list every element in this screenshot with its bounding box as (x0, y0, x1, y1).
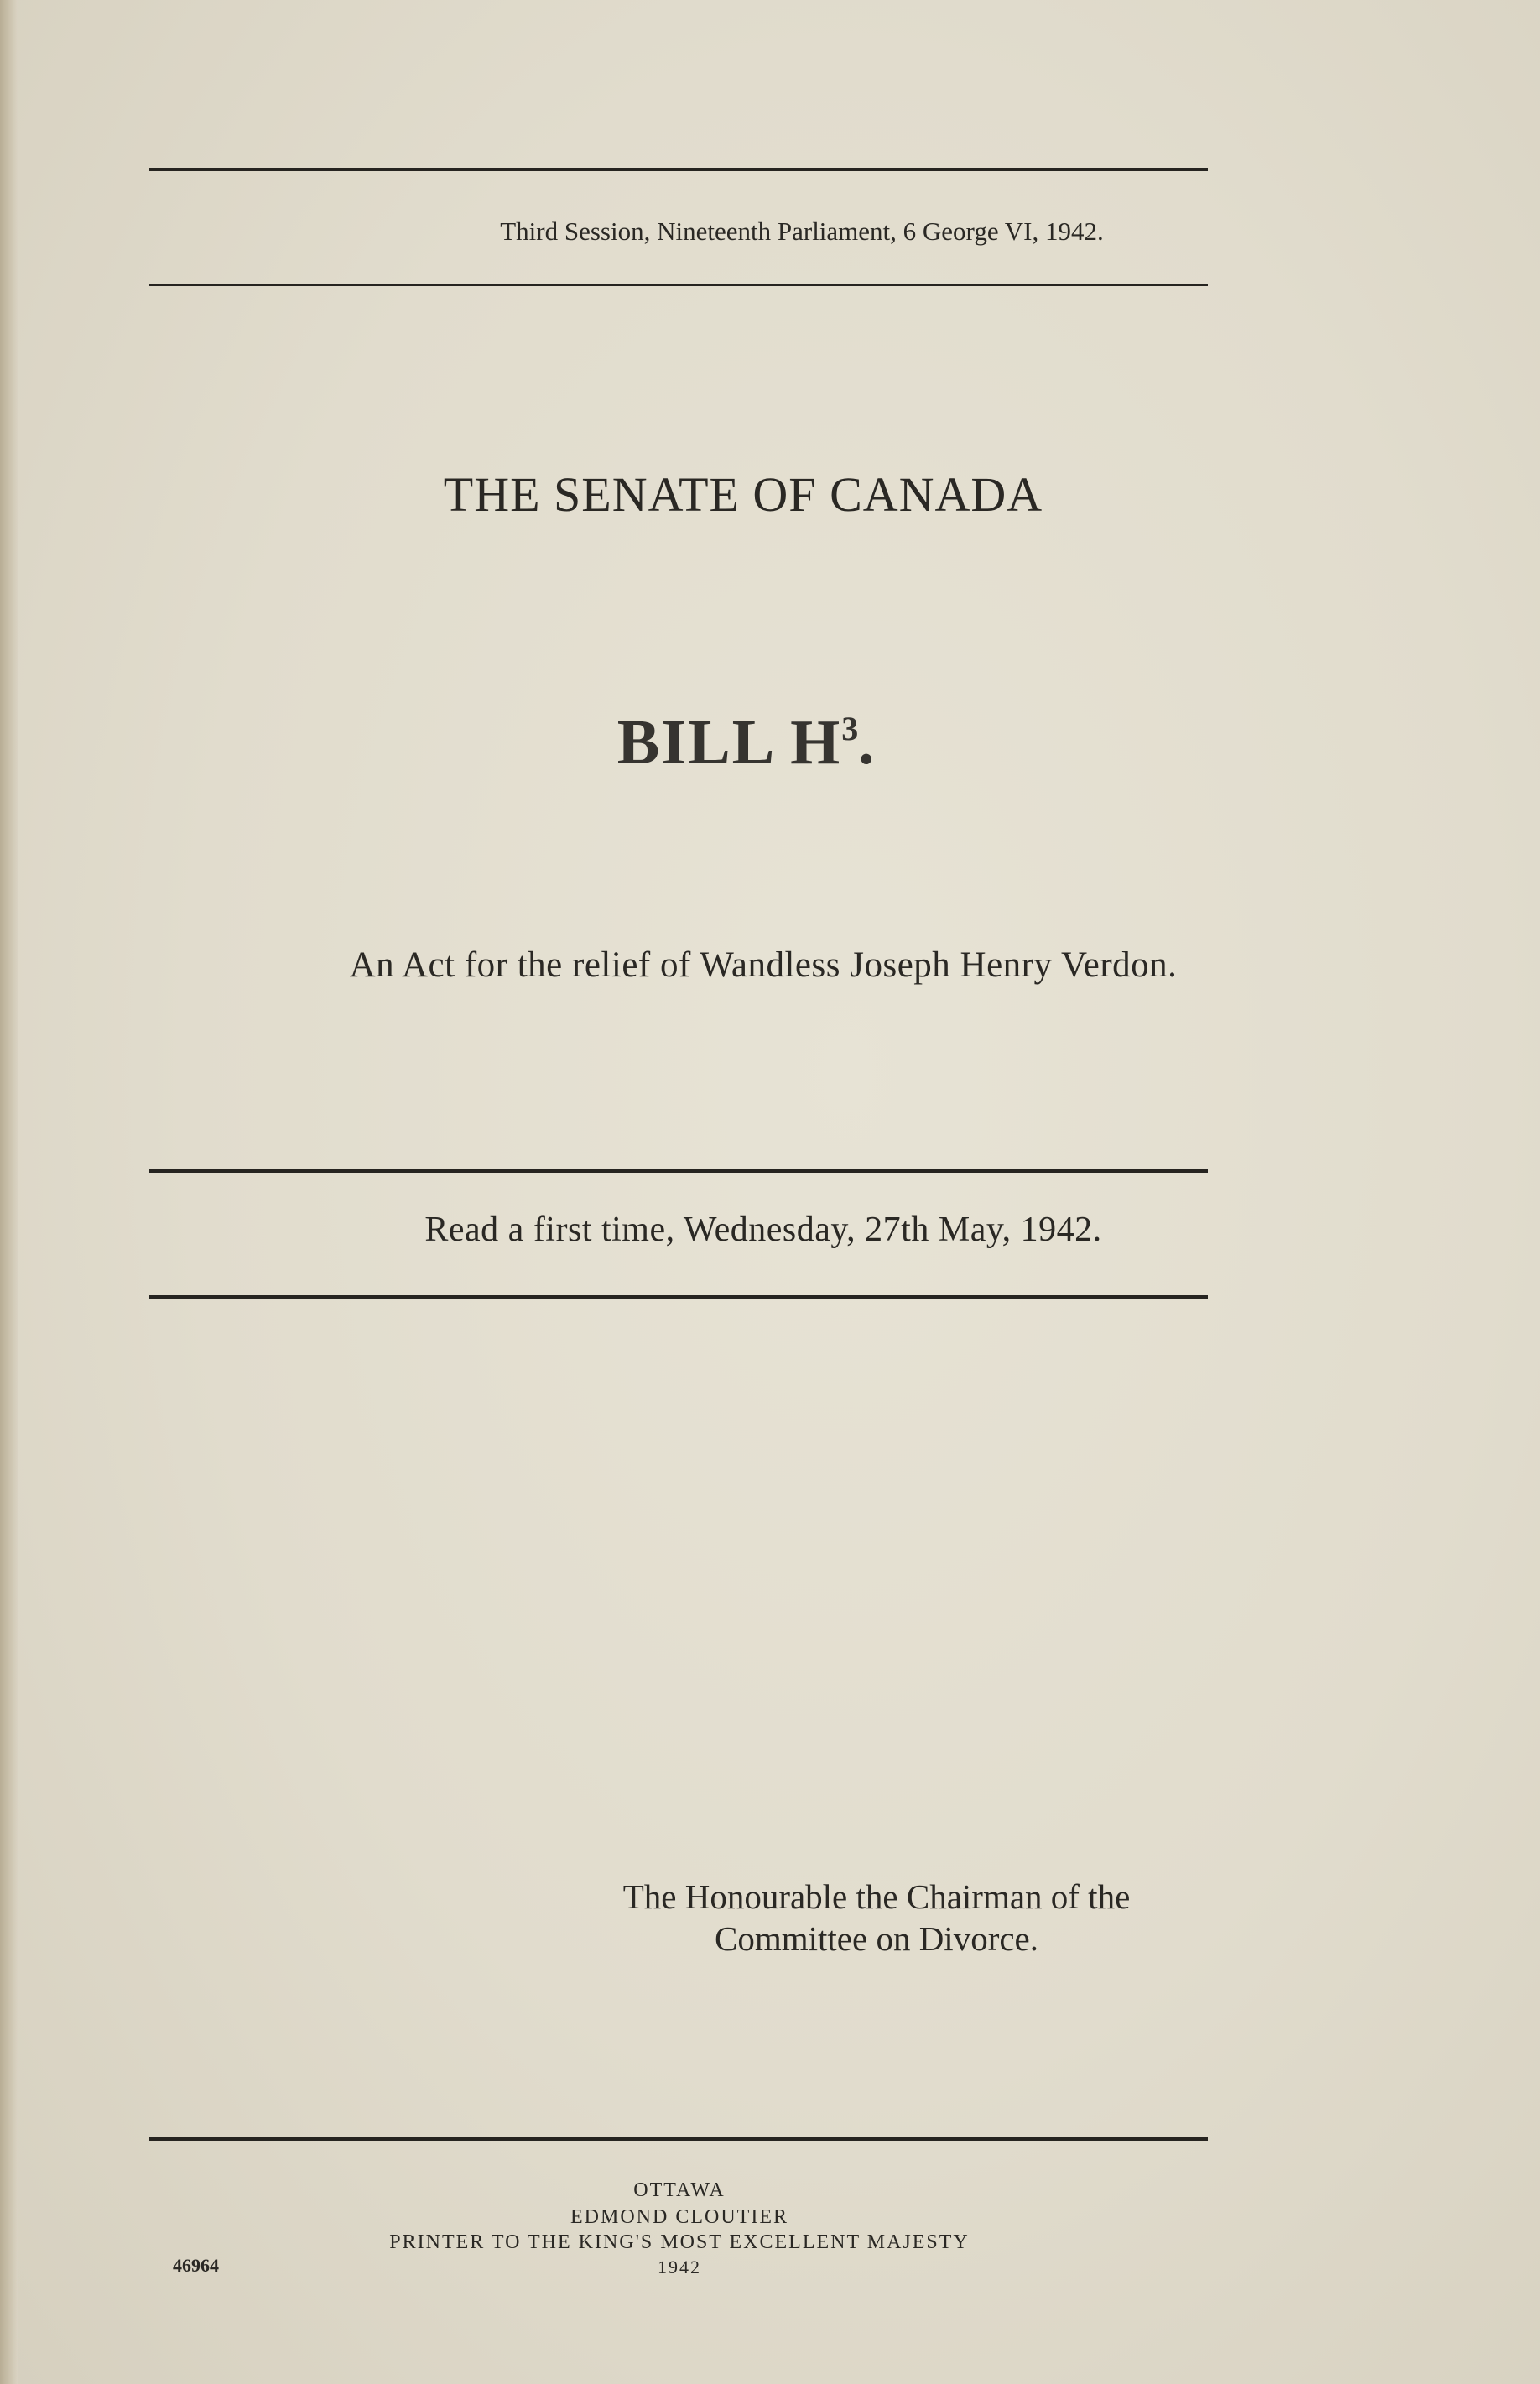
reading-bottom-rule (149, 1295, 1208, 1299)
reading-top-rule (149, 1169, 1208, 1173)
sponsor-line-1: The Honourable the Chairman of the (622, 1877, 1131, 1916)
bill-number (0, 706, 1517, 779)
document-number: 46964 (173, 2255, 219, 2276)
bill-suffix: . (858, 707, 877, 778)
bill-superscript: 3 (841, 710, 859, 747)
imprint-city: OTTAWA (633, 2179, 726, 2201)
imprint-title: PRINTER TO THE KING'S MOST EXCELLENT MAJESTY (389, 2231, 970, 2253)
session-rule (149, 284, 1208, 286)
binding-edge (0, 0, 18, 2384)
sponsor-line-2: Committee on Divorce. (715, 1919, 1038, 1958)
act-title: An Act for the relief of Wandless Joseph Henry Verdon. (349, 945, 1178, 985)
imprint-rule (149, 2137, 1208, 2141)
chamber-title: THE SENATE OF CANADA (443, 467, 1043, 522)
top-rule (149, 168, 1208, 171)
reading-line: Read a first time, Wednesday, 27th May, 1942. (424, 1210, 1102, 1249)
imprint-printer: EDMOND CLOUTIER (570, 2206, 788, 2228)
imprint-year: 1942 (658, 2256, 701, 2277)
session-line: Third Session, Nineteenth Parliament, 6 George VI, 1942. (500, 216, 1104, 246)
sponsor-block (537, 1876, 1216, 1960)
bill-label: BILL H (617, 707, 842, 778)
